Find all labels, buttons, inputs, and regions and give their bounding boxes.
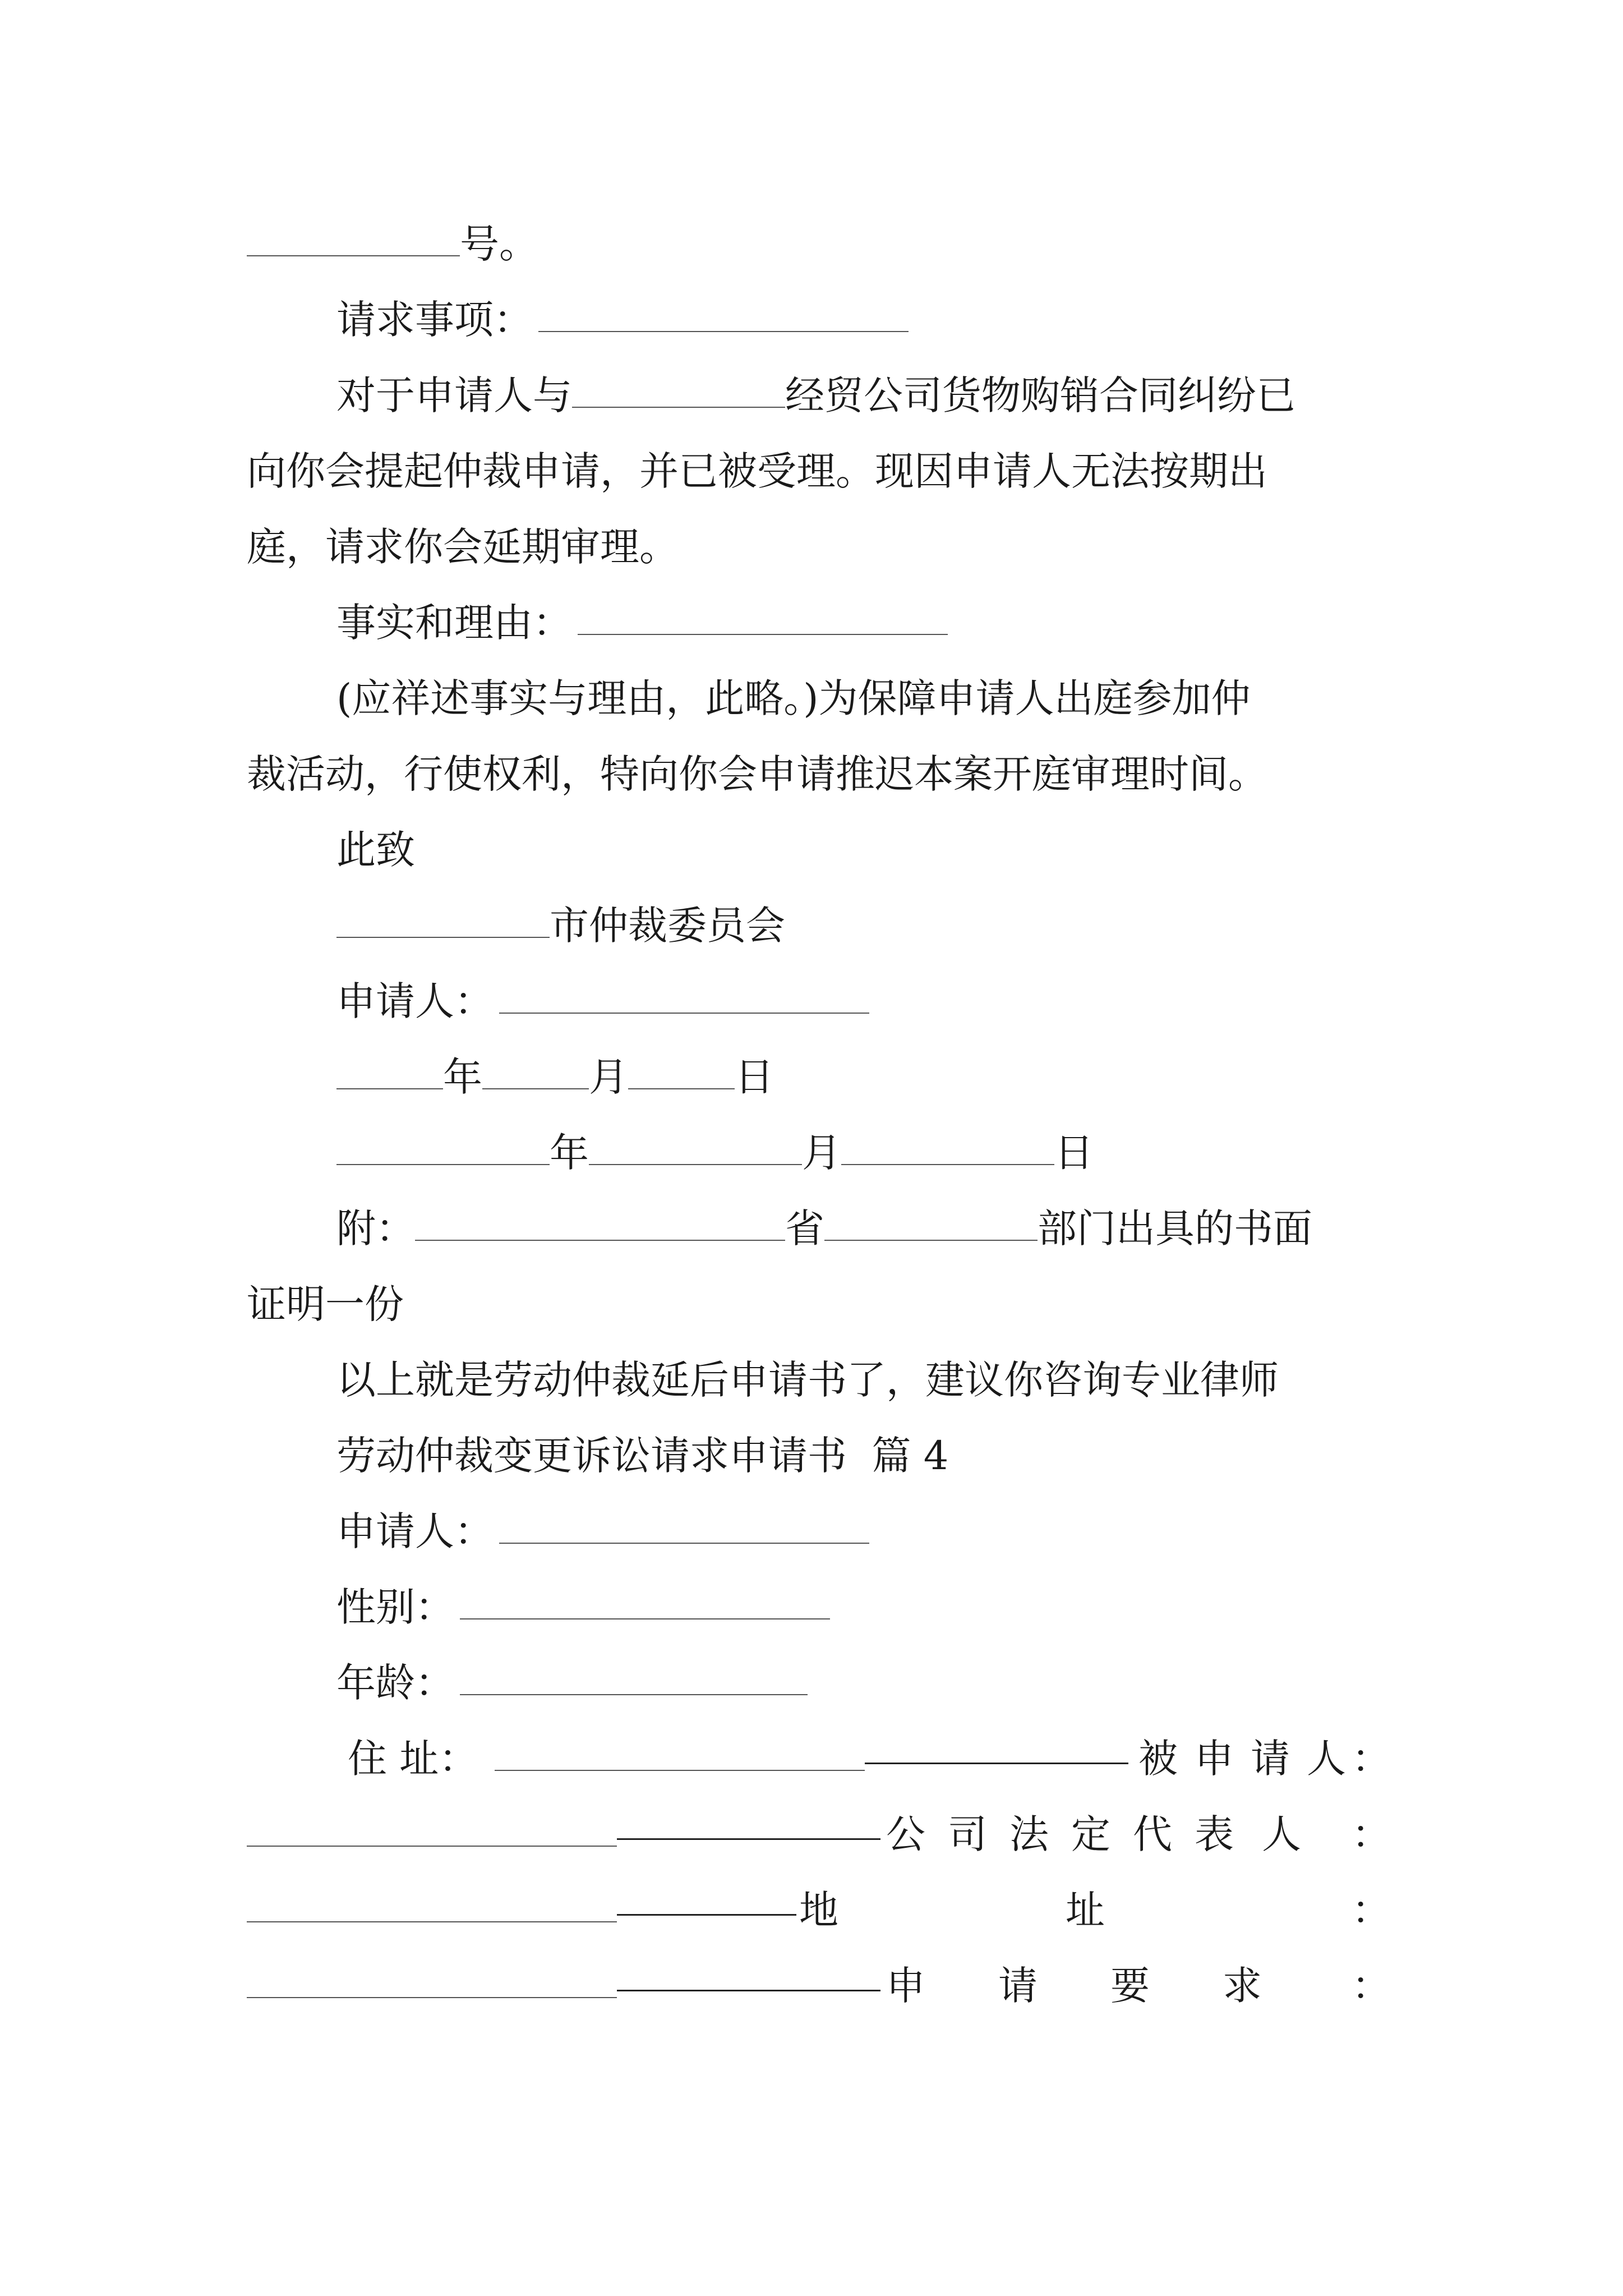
separator-dash-3	[617, 1914, 796, 1916]
applicant-label-2: 申请人：	[336, 1508, 494, 1554]
fill-blank-applicant-2[interactable]	[499, 1543, 869, 1544]
fill-blank-year[interactable]	[336, 1088, 443, 1089]
document-line-facts-reasons	[336, 589, 948, 656]
fill-blank-year-long[interactable]	[336, 1164, 550, 1165]
body-text-3: (应祥述事实与理由，此略。)为保障申请人出庭参加仲	[336, 675, 1251, 721]
company-address-char-2: 址	[1066, 1887, 1105, 1933]
fill-blank-attachment-1[interactable]	[415, 1240, 785, 1241]
document-line-attachment	[336, 1195, 1312, 1262]
fill-blank-applicant[interactable]	[499, 1013, 869, 1014]
fill-blank-attachment-2[interactable]	[824, 1240, 1038, 1241]
document-line-respondent-dispute	[336, 362, 1295, 429]
document-line-case-number	[247, 210, 538, 278]
body-text-4: 裁活动，行使权利，特向你会申请推迟本案开庭审理时间。	[247, 751, 1267, 797]
dispute-prefix-text: 对于申请人与	[336, 372, 572, 418]
legal-rep-char-4: 定	[1071, 1811, 1110, 1857]
document-line-age	[336, 1649, 808, 1717]
fill-blank-gender[interactable]	[460, 1618, 830, 1619]
document-line-address	[348, 1725, 1128, 1792]
respondent-char-3: 请	[1251, 1736, 1290, 1782]
document-line-body-3	[336, 665, 1251, 732]
document-line-gender	[336, 1573, 830, 1641]
separator-dash	[865, 1763, 1128, 1764]
legal-rep-char-3: 法	[1009, 1811, 1049, 1857]
year-label-long: 年	[550, 1130, 589, 1176]
respondent-char-2: 申	[1195, 1736, 1234, 1782]
company-address-char-1: 地	[799, 1887, 838, 1933]
day-label: 日	[735, 1054, 774, 1100]
attachment-suffix: 部门出具的书面	[1038, 1205, 1312, 1251]
separator-dash-4	[617, 1990, 880, 1991]
fill-blank-month[interactable]	[482, 1088, 589, 1089]
document-line-date-long	[336, 1119, 1094, 1186]
fill-blank-city[interactable]	[336, 937, 550, 938]
document-line-salutation	[336, 816, 415, 884]
year-label: 年	[443, 1054, 482, 1100]
document-line-addressee	[336, 892, 785, 959]
document-line-company-address	[247, 1876, 796, 1944]
proof-text: 证明一份	[247, 1281, 404, 1327]
separator-dash-2	[617, 1838, 880, 1840]
month-label: 月	[589, 1054, 628, 1100]
fill-blank-company-name[interactable]	[572, 407, 785, 408]
applicant-label: 申请人：	[336, 978, 494, 1024]
fill-blank-respondent[interactable]	[247, 1846, 617, 1847]
legal-rep-char-2: 司	[948, 1811, 987, 1857]
body-text-2: 庭，请求你会延期审理。	[247, 524, 679, 570]
fill-blank-facts-reasons[interactable]	[578, 634, 948, 635]
document-line-legal-rep	[247, 1801, 880, 1868]
fill-blank-month-long[interactable]	[589, 1164, 802, 1165]
respondent-char-1: 被	[1138, 1736, 1178, 1782]
salutation-text: 此致	[336, 827, 415, 873]
case-number-suffix: 号。	[460, 221, 538, 267]
fill-blank-legal-rep[interactable]	[247, 1921, 617, 1922]
request-items-label: 请求事项：	[336, 297, 533, 343]
age-label: 年龄：	[336, 1660, 454, 1706]
gender-label: 性别：	[336, 1584, 454, 1630]
legal-rep-char-7: 人	[1262, 1811, 1301, 1857]
request-char-3: 要	[1110, 1963, 1150, 2009]
conclusion-text: 以上就是劳动仲裁延后申请书了，建议你咨询专业律师	[336, 1357, 1279, 1403]
province-label: 省	[785, 1205, 824, 1251]
fill-blank-address[interactable]	[495, 1770, 865, 1771]
request-char-colon: ：	[1352, 1963, 1391, 2009]
respondent-char-colon: ：	[1352, 1736, 1391, 1782]
document-line-body-4	[247, 740, 1267, 808]
dispute-suffix-text: 经贸公司货物购销合同纠纷已	[785, 372, 1295, 418]
fill-blank-request-items[interactable]	[538, 331, 909, 332]
document-line-conclusion	[336, 1346, 1279, 1414]
document-line-date-short	[336, 1043, 774, 1111]
respondent-char-4: 人	[1307, 1736, 1346, 1782]
document-line-applicant-signature	[336, 968, 869, 1035]
fill-blank-age[interactable]	[460, 1694, 808, 1695]
document-line-section-heading	[336, 1422, 948, 1489]
fill-blank-case-number[interactable]	[247, 255, 460, 256]
month-label-long: 月	[802, 1130, 841, 1176]
section-heading: 劳动仲裁变更诉讼请求申请书 篇 4	[336, 1433, 949, 1479]
document-line-body-2	[247, 513, 679, 581]
body-text-1: 向你会提起仲裁申请，并已被受理。现因申请人无法按期出	[247, 448, 1267, 494]
day-label-long: 日	[1054, 1130, 1094, 1176]
document-line-request-items	[336, 286, 909, 353]
addressee-text: 市仲裁委员会	[550, 903, 785, 949]
fill-blank-company-address[interactable]	[247, 1997, 617, 1998]
document-line-proof	[247, 1271, 404, 1338]
fill-blank-day[interactable]	[628, 1088, 735, 1089]
document-line-body-1	[247, 438, 1267, 505]
request-char-2: 请	[998, 1963, 1038, 2009]
legal-rep-char-colon: ：	[1352, 1811, 1391, 1857]
attachment-label: 附：	[336, 1205, 415, 1251]
document-line-application-request	[247, 1952, 880, 2019]
legal-rep-char-6: 表	[1195, 1811, 1234, 1857]
address-label: 住 址：	[348, 1736, 478, 1782]
legal-rep-char-5: 代	[1133, 1811, 1172, 1857]
legal-rep-char-1: 公	[886, 1811, 925, 1857]
company-address-char-colon: ：	[1352, 1887, 1391, 1933]
request-char-1: 申	[886, 1963, 925, 2009]
fill-blank-day-long[interactable]	[841, 1164, 1054, 1165]
document-line-applicant	[336, 1498, 869, 1565]
facts-reasons-label: 事实和理由：	[336, 600, 572, 646]
request-char-4: 求	[1223, 1963, 1262, 2009]
